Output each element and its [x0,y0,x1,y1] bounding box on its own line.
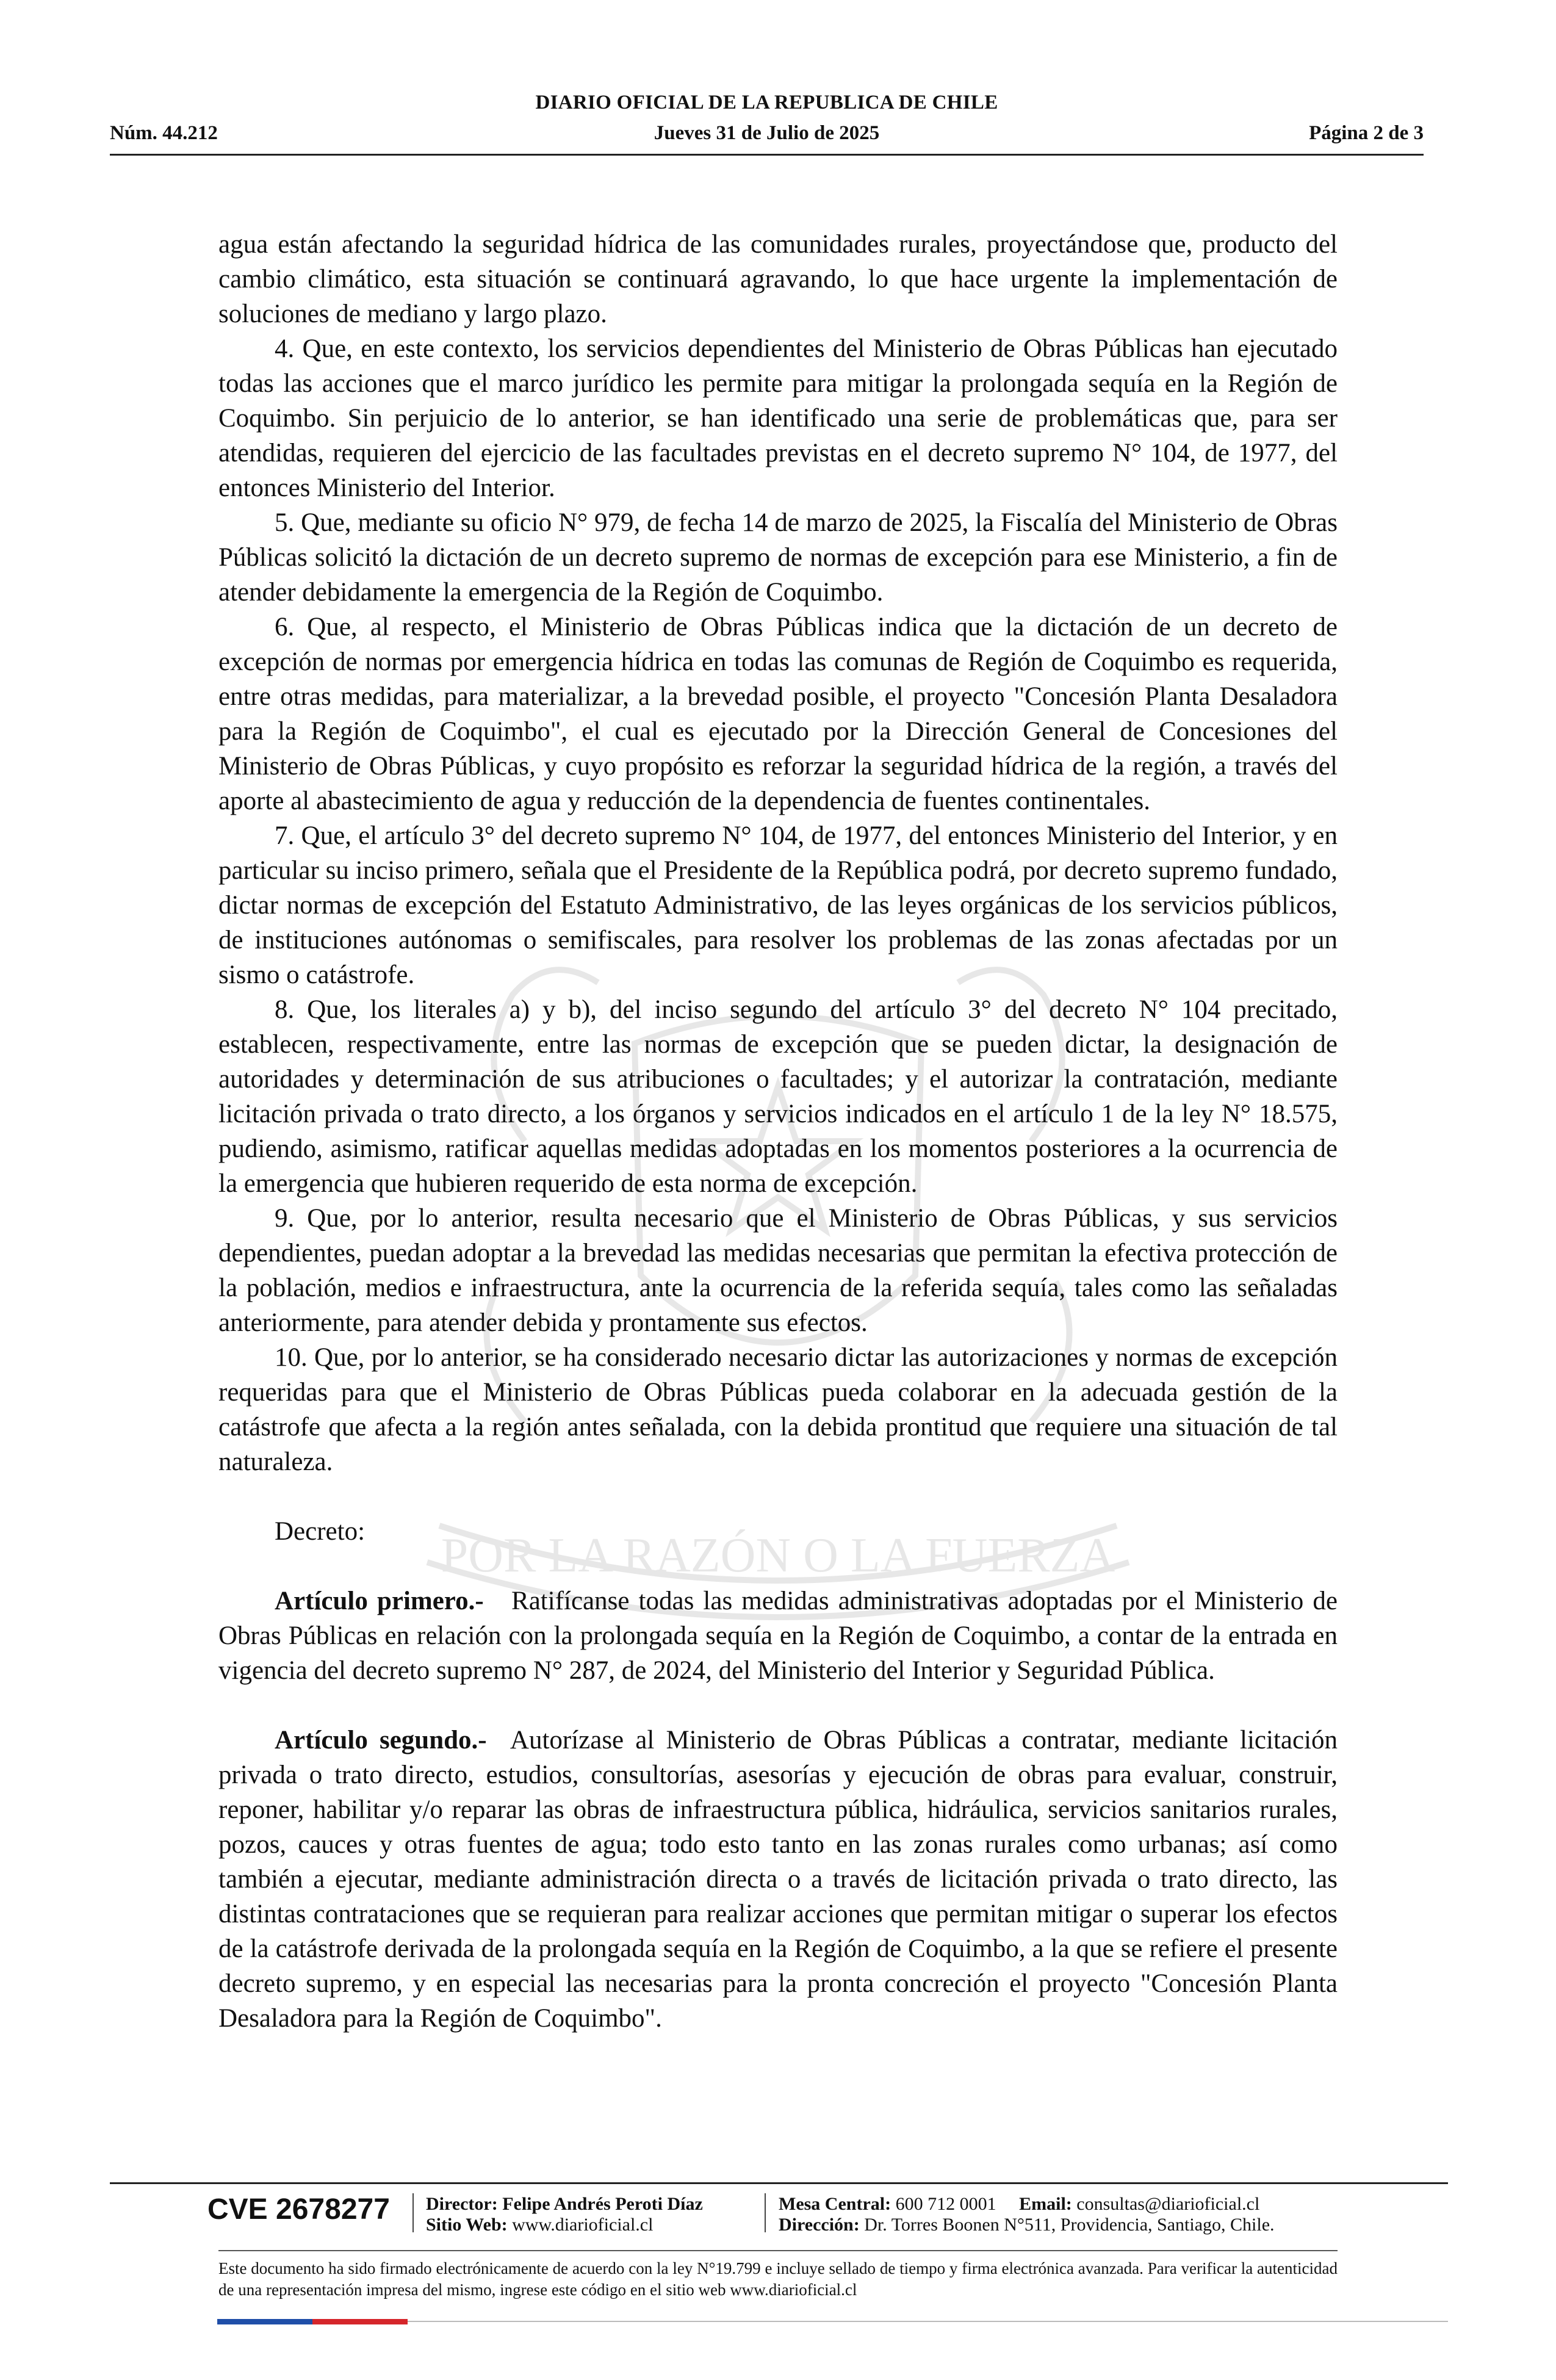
page-indicator: Página 2 de 3 [1309,122,1424,144]
director-name: Felipe Andrés Peroti Díaz [502,2194,703,2214]
page-header [110,92,1424,156]
signature-note: Este documento ha sido firmado electrónicamente de acuerdo con la ley N°19.799 e incluye sellado de tiempo y firma electrónica avanzada. Para verificar la autenticidad de una representación impresa del mismo, ingrese este código en el sitio web www.diarioficial.cl [218,2259,1338,2299]
header-divider [110,154,1424,156]
article-first-title: Artículo primero.- [275,1587,484,1615]
email-link[interactable]: consultas@diarioficial.cl [1076,2194,1260,2214]
paragraph: 8. Que, los literales a) y b), del inciso segundo del artículo 3° del decreto N° 104 precitado, establecen, respectivamente, entre las normas de excepción que se pueden dictar, la designación de autoridades y determinación de sus atribuciones o facultades; y el autorizar la contratación, mediante licitación privada o trato directo, a los órganos y servicios indicados en el artículo 1 de la ley N° 18.575, pudiendo, asimismo, ratificar aquellas medidas adoptadas en los momentos posteriores a la ocurrencia de la emergencia que hubieren requerido de esta norma de excepción. [218,995,1338,1198]
article-first-text: Ratifícanse todas las medidas administrativas adoptadas por el Ministerio de Obras Públicas en relación con la prolongada sequía en la Región de Coquimbo, a contar de la entrada en vigencia del decreto supremo N° 287, de 2024, del Ministerio del Interior y Seguridad Pública. [218,1587,1338,1685]
footer-separator [412,2193,414,2232]
footer-divider [110,2182,1448,2184]
document-body [218,227,1338,2036]
flag-blue-segment [217,2319,312,2324]
watermark-motto: POR LA RAZÓN O LA FUERZA [441,1529,1115,1582]
issue-number: Núm. 44.212 [110,122,218,144]
flag-color-bar [217,2319,408,2324]
footer-bottom-rule [408,2321,1448,2322]
article-second-text: Autorízase al Ministerio de Obras Públicas a contratar, mediante licitación privada o trato directo, estudios, consultorías, asesorías y ejecución de obras para evaluar, construir, reponer, habilitar y/o reparar las obras de infraestructura pública, hidráulica, servicios sanitarios rurales, pozos, cauces y otras fuentes de agua; todo esto tanto en las zonas rurales como urbanas; así como también a ejecutar, mediante administración directa o a través de licitación privada o trato directo, las distintas contrataciones que se requieran para realizar acciones que permitan mitigar o superar los efectos de la catástrofe derivada de la prolongada sequía en la Región de Coquimbo, a la que se refiere el presente decreto supremo, y en especial las necesarias para la pronta concreción el proyecto "Concesión Planta Desaladora para la Región de Coquimbo". [218,1726,1338,2033]
paragraph: 6. Que, al respecto, el Ministerio de Obras Públicas indica que la dictación de un decreto de excepción de normas por emergencia hídrica en todas las comunas de Región de Coquimbo es requerida, entre otras medidas, para materializar, a la brevedad posible, el proyecto "Concesión Planta Desaladora para la Región de Coquimbo", el cual es ejecutado por la Dirección General de Concesiones del Ministerio de Obras Públicas, y cuyo propósito es reforzar la seguridad hídrica de la región, a través del aporte al abastecimiento de agua y reducción de la dependencia de fuentes continentales. [218,613,1338,815]
publication-title: DIARIO OFICIAL DE LA REPUBLICA DE CHILE [535,92,998,114]
decree-heading: Decreto: [275,1517,366,1546]
flag-red-segment [312,2319,408,2324]
paragraph: 4. Que, en este contexto, los servicios dependientes del Ministerio de Obras Públicas han ejecutado todas las acciones que el marco jurídico les permite para mitigar la prolongada sequía en la Región de Coquimbo. Sin perjuicio de lo anterior, se han identificado una serie de problemáticas que, para ser atendidas, requieren del ejercicio de las facultades previstas en el decreto supremo N° 104, de 1977, del entonces Ministerio del Interior. [218,334,1338,502]
article-first [218,1584,1338,1688]
paragraph: agua están afectando la seguridad hídrica de las comunidades rurales, proyectándose que, producto del cambio climático, esta situación se continuará agravando, lo que hace urgente la implementación de soluciones de mediano y largo plazo. [218,230,1338,328]
cve-code: CVE 2678277 [207,2193,390,2226]
paragraph: 10. Que, por lo anterior, se ha considerado necesario dictar las autorizaciones y normas de excepción requeridas para que el Ministerio de Obras Públicas pueda colaborar en la adecuada gestión de la catástrofe que afecta a la región antes señalada, con la debida prontitud que requiere una situación de tal naturaleza. [218,1343,1338,1476]
footer-director-block [426,2194,703,2235]
address-value: Dr. Torres Boonen N°511, Providencia, Santiago, Chile. [864,2215,1275,2235]
footer-contact-block [779,2194,1275,2235]
issue-date: Jueves 31 de Julio de 2025 [654,122,880,144]
footer-note-divider [218,2250,1338,2251]
paragraph: 9. Que, por lo anterior, resulta necesario que el Ministerio de Obras Públicas, y sus servicios dependientes, puedan adoptar a la brevedad las medidas necesarias que permitan la efectiva protección de la población, medios e infraestructura, ante la ocurrencia de la referida sequía, tales como las señaladas anteriormente, para atender debida y prontamente sus efectos. [218,1204,1338,1337]
address-label: Dirección: [779,2215,860,2235]
email-label: Email: [1019,2194,1072,2214]
director-label: Director: [426,2194,498,2214]
website-link[interactable]: www.diarioficial.cl [512,2215,654,2235]
article-second [218,1723,1338,2036]
footer-separator [765,2193,766,2232]
article-second-title: Artículo segundo.- [275,1726,487,1754]
paragraph: 7. Que, el artículo 3° del decreto supremo N° 104, de 1977, del entonces Ministerio del Interior, y en particular su inciso primero, señala que el Presidente de la República podrá, por decreto supremo fundado, dictar normas de excepción del Estatuto Administrativo, de las leyes orgánicas de los servicios públicos, de instituciones autónomas o semifiscales, para resolver los problemas de las zonas afectadas por un sismo o catástrofe. [218,821,1338,989]
paragraph: 5. Que, mediante su oficio N° 979, de fecha 14 de marzo de 2025, la Fiscalía del Ministerio de Obras Públicas solicitó la dictación de un decreto supremo de normas de excepción para ese Ministerio, a fin de atender debidamente la emergencia de la Región de Coquimbo. [218,508,1338,607]
website-label: Sitio Web: [426,2215,508,2235]
phone-value: 600 712 0001 [895,2194,996,2214]
phone-label: Mesa Central: [779,2194,891,2214]
